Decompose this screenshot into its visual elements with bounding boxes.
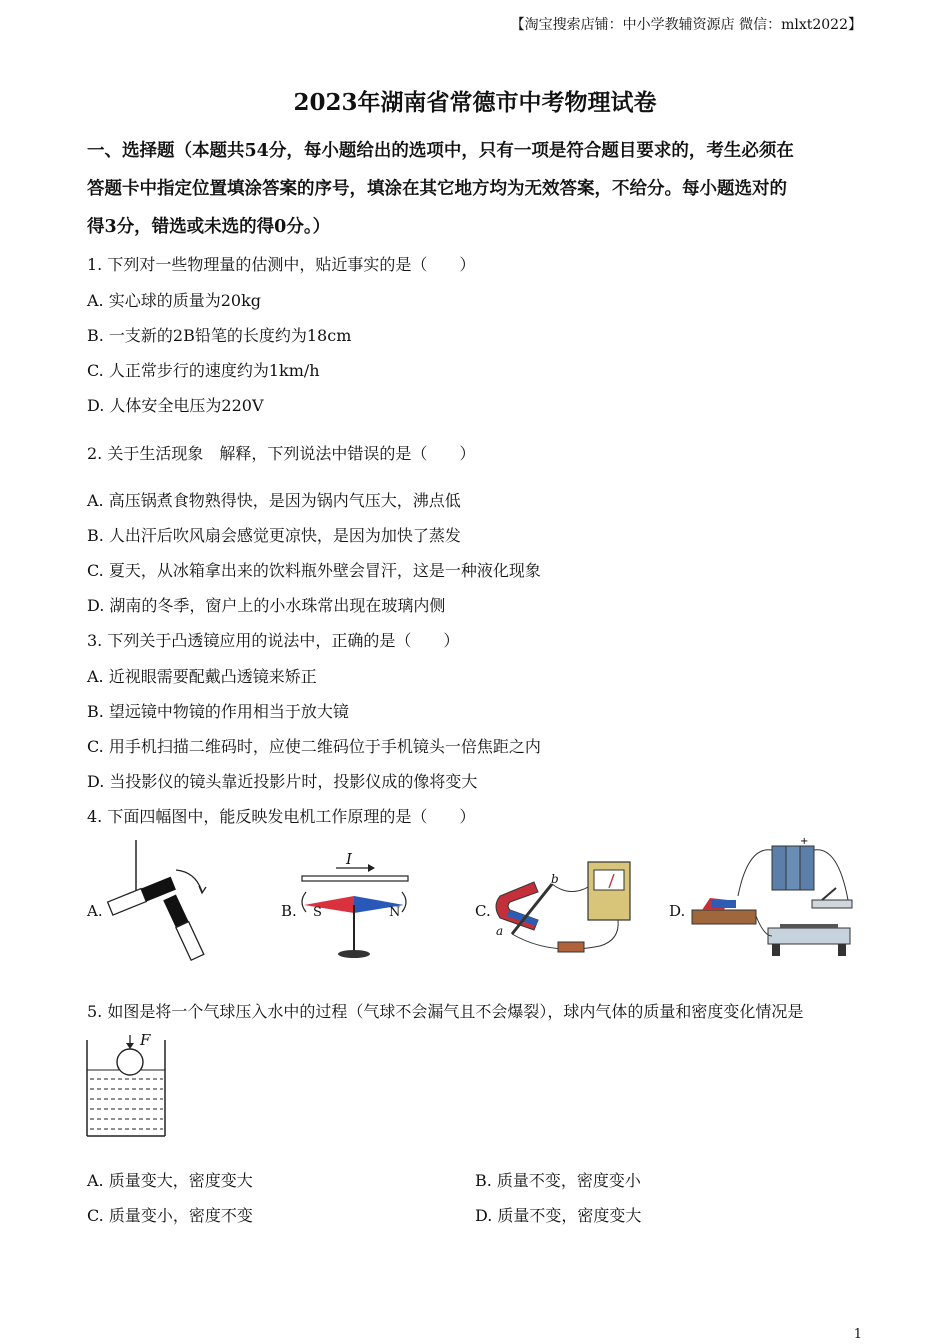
figure-d-label: D. xyxy=(669,902,686,920)
question-4-stem: 4. 下面四幅图中，能反映发电机工作原理的是（ ） xyxy=(87,807,476,826)
question-2-option-c: C. 夏天，从冰箱拿出来的饮料瓶外壁会冒汗，这是一种液化现象 xyxy=(87,561,541,580)
question-3-option-c: C. 用手机扫描二维码时，应使二维码位于手机镜头一倍焦距之内 xyxy=(87,737,541,756)
svg-text:+: + xyxy=(800,836,809,847)
question-2-option-b: B. 人出汗后吹风扇会感觉更凉快，是因为加快了蒸发 xyxy=(87,526,461,545)
page-title: 2023年湖南省常德市中考物理试卷 xyxy=(293,89,657,116)
figure-c-label: C. xyxy=(475,902,491,920)
question-1-option-a: A. 实心球的质量为20kg xyxy=(87,291,262,310)
section-line: 得3分，错选或未选的得0分。） xyxy=(87,217,331,237)
end-b-label: b xyxy=(551,872,559,886)
figure-b-label: B. xyxy=(281,902,297,920)
figure-a-label: A. xyxy=(87,902,103,920)
question-3-option-d: D. 当投影仪的镜头靠近投影片时，投影仪成的像将变大 xyxy=(87,772,478,791)
question-3-option-b: B. 望远镜中物镜的作用相当于放大镜 xyxy=(87,702,349,721)
figure-5-balloon-diagram xyxy=(86,1032,168,1140)
section-instructions xyxy=(87,132,877,246)
question-5-stem: 5. 如图是将一个气球压入水中的过程（气球不会漏气且不会爆裂），球内气体的质量和密度变化情况是 xyxy=(87,1002,804,1021)
question-5-option-b: B. 质量不变，密度变小 xyxy=(475,1171,641,1190)
question-3-option-a: A. 近视眼需要配戴凸透镜来矫正 xyxy=(87,667,317,686)
current-label: I xyxy=(346,850,352,868)
force-label: F xyxy=(140,1031,151,1049)
question-2-option-d: D. 湖南的冬季，窗户上的小水珠常出现在玻璃内侧 xyxy=(87,596,446,615)
header-note: 【淘宝搜索店铺：中小学教辅资源店 微信：mlxt2022】 xyxy=(510,17,862,33)
figure-a-diagram xyxy=(104,836,224,966)
north-pole-label: N xyxy=(389,905,401,920)
question-1-option-b: B. 一支新的2B铅笔的长度约为18cm xyxy=(87,326,352,345)
question-5-option-d: D. 质量不变，密度变大 xyxy=(475,1206,642,1225)
figure-d-diagram xyxy=(688,836,860,964)
question-5-option-c: C. 质量变小，密度不变 xyxy=(87,1206,253,1225)
figure-c-diagram xyxy=(490,856,640,966)
page-number: 1 xyxy=(853,1327,862,1342)
south-pole-label: S xyxy=(313,905,322,920)
question-1-option-d: D. 人体安全电压为220V xyxy=(87,396,264,415)
section-line: 一、选择题（本题共54分，每小题给出的选项中，只有一项是符合题目要求的，考生必须在 xyxy=(87,141,794,161)
section-line: 答题卡中指定位置填涂答案的序号，填涂在其它地方均为无效答案，不给分。每小题选对的 xyxy=(87,179,787,199)
question-3-stem: 3. 下列关于凸透镜应用的说法中，正确的是（ ） xyxy=(87,631,460,650)
end-a-label: a xyxy=(496,924,504,938)
question-2-option-a: A. 高压锅煮食物熟得快，是因为锅内气压大，沸点低 xyxy=(87,491,461,510)
question-1-option-c: C. 人正常步行的速度约为1km/h xyxy=(87,361,320,380)
question-5-option-a: A. 质量变大，密度变大 xyxy=(87,1171,253,1190)
question-2-stem: 2. 关于生活现象 解释，下列说法中错误的是（ ） xyxy=(87,444,476,463)
question-1-stem: 1. 下列对一些物理量的估测中，贴近事实的是（ ） xyxy=(87,255,476,274)
